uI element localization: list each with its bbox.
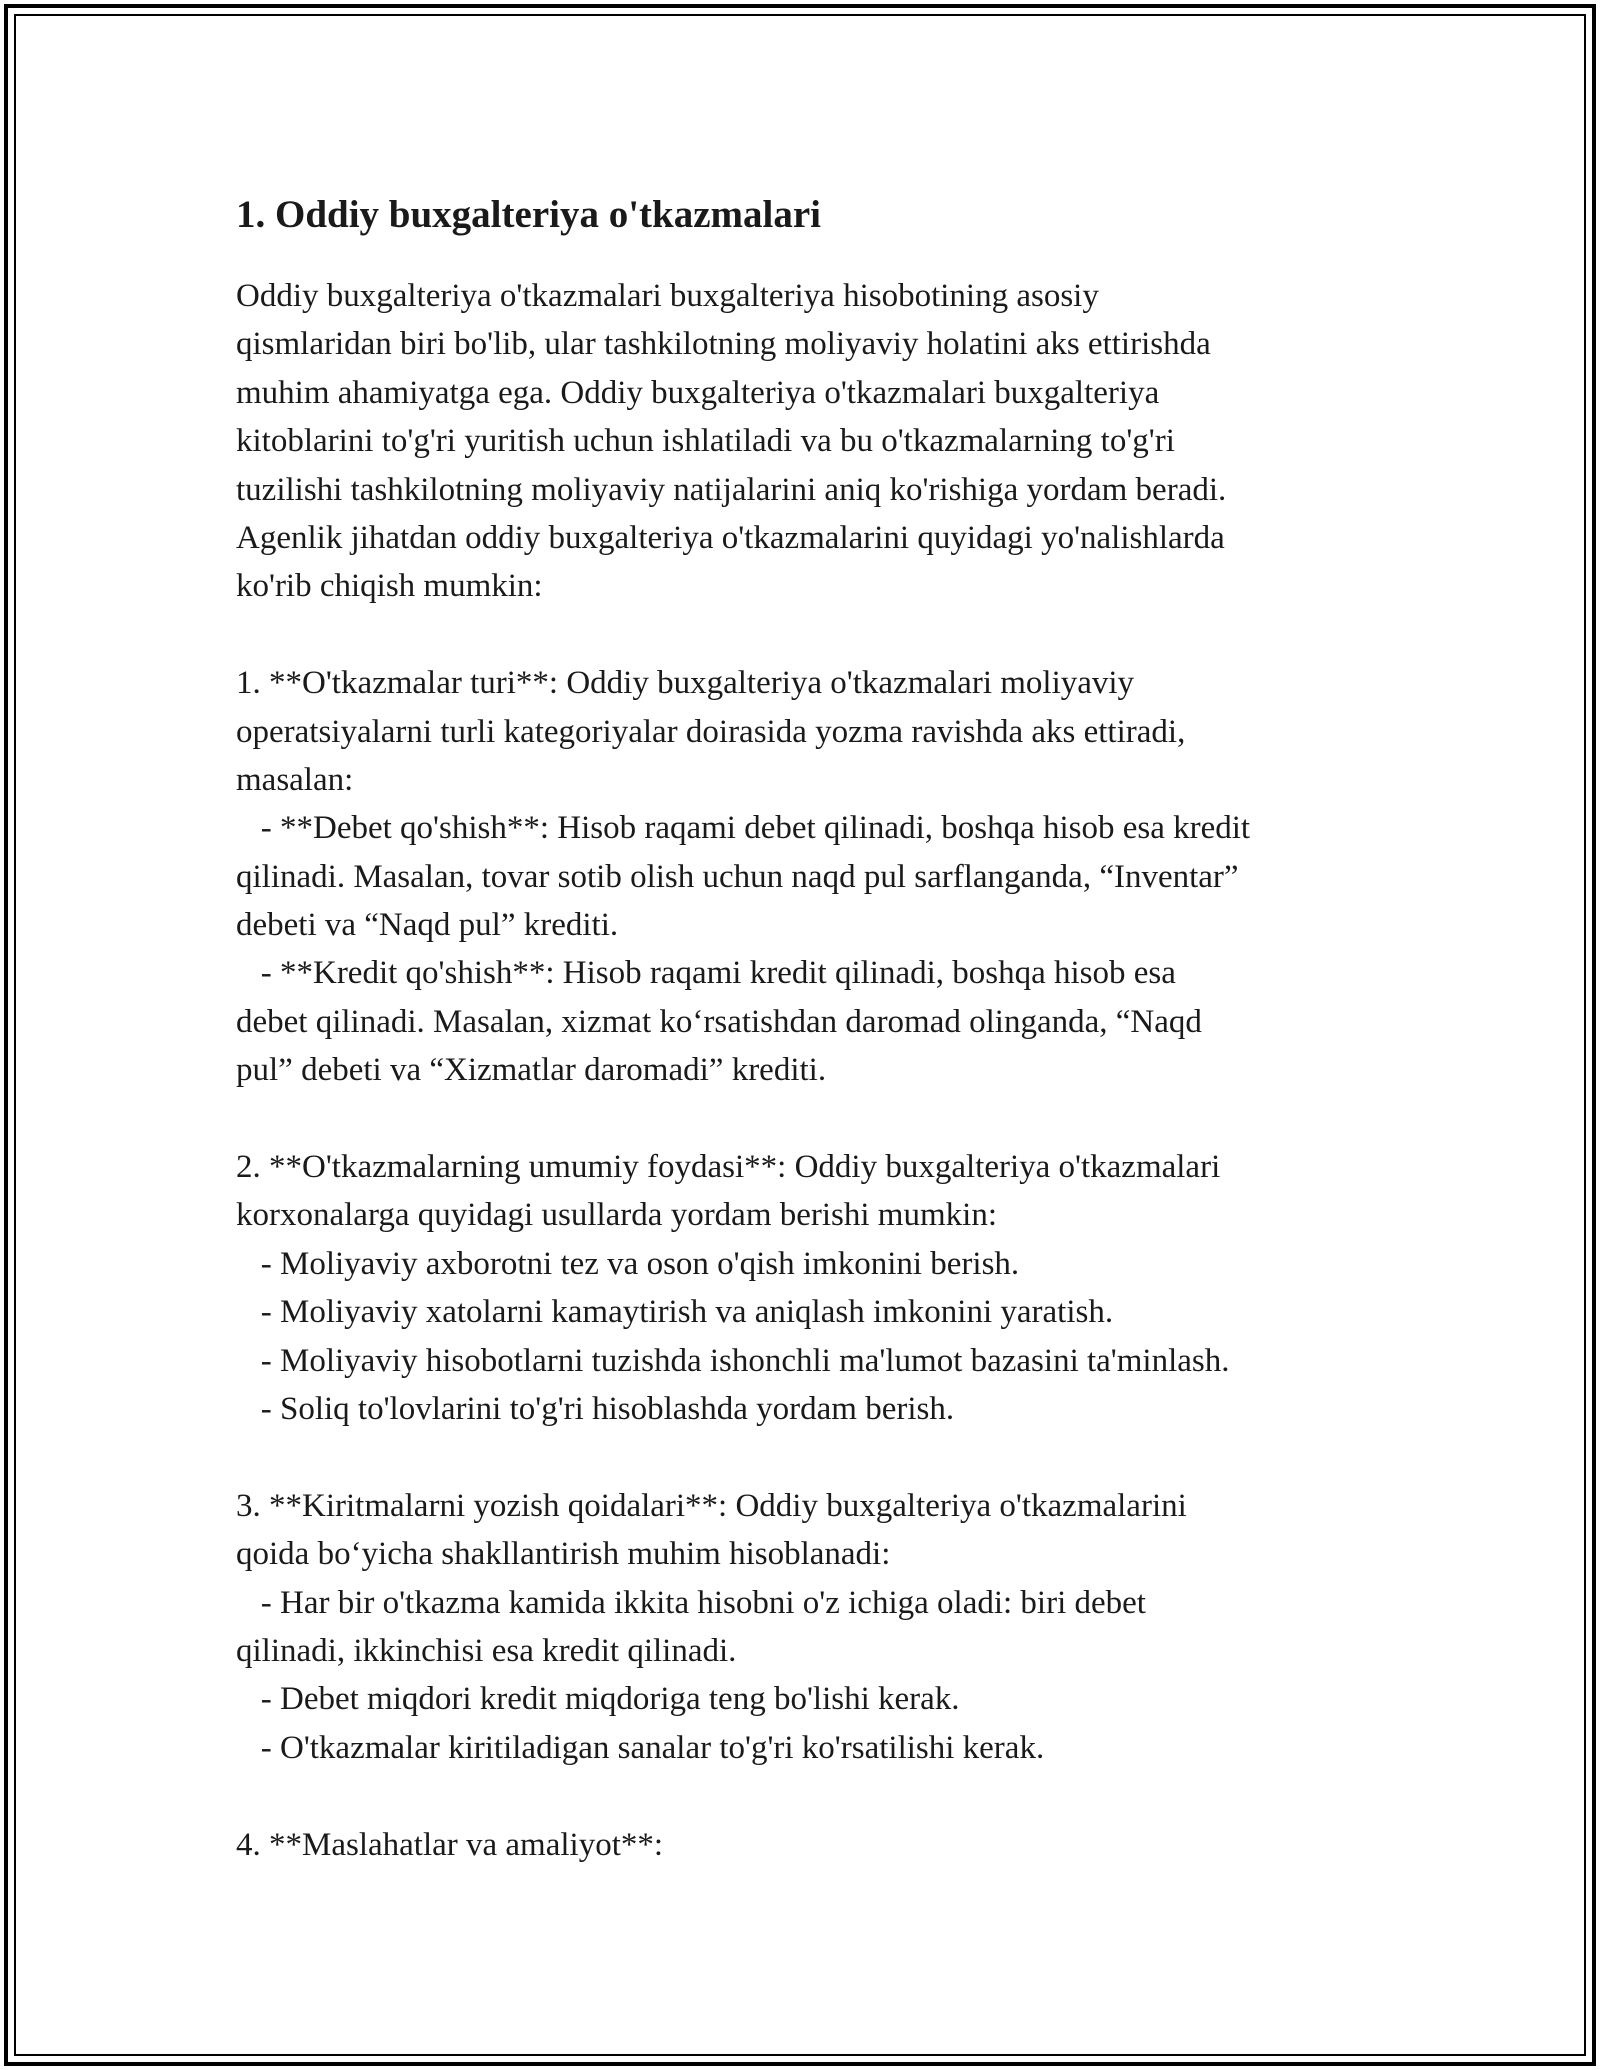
- document-text: [236, 272, 1386, 1869]
- text-line: - **Debet qo'shish**: Hisob raqami debet qilinadi, boshqa hisob esa kredit: [236, 810, 1251, 847]
- text-line: muhim ahamiyatga ega. Oddiy buxgalteriya o'tkazmalari buxgalteriya: [236, 374, 1160, 411]
- text-line: debet qilinadi. Masalan, xizmat ko‘rsatishdan daromad olinganda, “Naqd: [236, 1003, 1202, 1040]
- text-line: qoida bo‘yicha shakllantirish muhim hisoblanadi:: [236, 1536, 891, 1573]
- text-line: - **Kredit qo'shish**: Hisob raqami kredit qilinadi, boshqa hisob esa: [236, 955, 1176, 992]
- text-line: ko'rib chiqish mumkin:: [236, 568, 543, 605]
- text-line: 1. **O'tkazmalar turi**: Oddiy buxgalteriya o'tkazmalari moliyaviy: [236, 665, 1135, 702]
- text-line: korxonalarga quyidagi usullarda yordam berishi mumkin:: [236, 1197, 997, 1234]
- text-line: 3. **Kiritmalarni yozish qoidalari**: Oddiy buxgalteriya o'tkazmalarini: [236, 1487, 1187, 1524]
- document-body: [236, 180, 1386, 1869]
- text-line: Oddiy buxgalteriya o'tkazmalari buxgalteriya hisobotining asosiy: [236, 278, 1099, 314]
- text-line: tuzilishi tashkilotning moliyaviy natijalarini aniq ko'rishiga yordam beradi.: [236, 471, 1227, 508]
- text-line: - Soliq to'lovlarini to'g'ri hisoblashda yordam berish.: [236, 1390, 955, 1427]
- text-line: masalan:: [236, 761, 354, 798]
- blank-line: [236, 1772, 1386, 1820]
- text-line: - Debet miqdori kredit miqdoriga teng bo'lishi kerak.: [236, 1681, 960, 1718]
- blank-line: [236, 1095, 1386, 1143]
- text-line: qilinadi, ikkinchisi esa kredit qilinadi.: [236, 1632, 737, 1669]
- text-line: - O'tkazmalar kiritiladigan sanalar to'g'ri ko'rsatilishi kerak.: [236, 1729, 1045, 1766]
- text-line: - Moliyaviy xatolarni kamaytirish va aniqlash imkonini yaratish.: [236, 1294, 1114, 1331]
- text-line: operatsiyalarni turli kategoriyalar doirasida yozma ravishda aks ettiradi,: [236, 713, 1186, 750]
- text-line: qismlaridan biri bo'lib, ular tashkilotning moliyaviy holatini aks ettirishda: [236, 326, 1211, 363]
- text-line: pul” debeti va “Xizmatlar daromadi” krediti.: [236, 1052, 827, 1089]
- text-line: qilinadi. Masalan, tovar sotib olish uchun naqd pul sarflanganda, “Inventar”: [236, 858, 1239, 895]
- blank-line: [236, 1433, 1386, 1481]
- text-line: Agenlik jihatdan oddiy buxgalteriya o'tkazmalarini quyidagi yo'nalishlarda: [236, 519, 1225, 556]
- document-title: 1. Oddiy buxgalteriya o'tkazmalari: [236, 193, 821, 236]
- text-line: kitoblarini to'g'ri yuritish uchun ishlatiladi va bu o'tkazmalarning to'g'ri: [236, 423, 1175, 460]
- text-line: - Moliyaviy axborotni tez va oson o'qish imkonini berish.: [236, 1245, 1020, 1282]
- text-line: - Har bir o'tkazma kamida ikkita hisobni o'z ichiga oladi: biri debet: [236, 1584, 1146, 1621]
- text-line: - Moliyaviy hisobotlarni tuzishda ishonchli ma'lumot bazasini ta'minlash.: [236, 1342, 1230, 1379]
- blank-line: [236, 611, 1386, 659]
- text-line: 2. **O'tkazmalarning umumiy foydasi**: Oddiy buxgalteriya o'tkazmalari: [236, 1149, 1221, 1186]
- text-line: 4. **Maslahatlar va amaliyot**:: [236, 1826, 664, 1863]
- text-line: debeti va “Naqd pul” krediti.: [236, 907, 619, 944]
